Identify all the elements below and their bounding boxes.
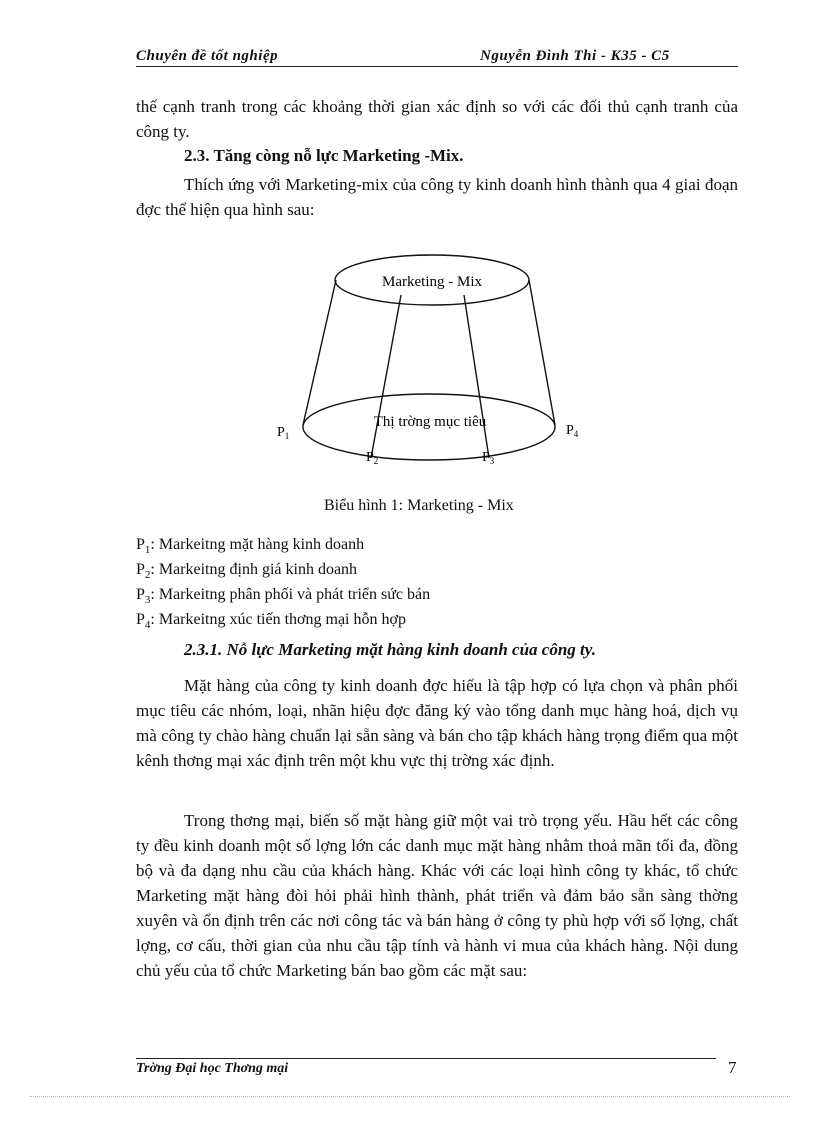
section-heading-2-3: 2.3. Tăng còng nỗ lực Marketing -Mix. (184, 146, 464, 165)
header-title: Chuyên đề tốt nghiệp (136, 48, 279, 64)
marketing-mix-diagram (268, 250, 598, 470)
page-break-dotted-line (30, 1096, 790, 1097)
connector-line-3 (464, 295, 489, 458)
connector-line-1 (303, 280, 336, 425)
footer-university: Trờng Đại học Thơng mại (136, 1061, 289, 1076)
list-item: $P_2$: Markeitng định giá kinh doanh (136, 561, 358, 582)
bottom-ellipse-label: Thị trờng mục tiêu (373, 414, 487, 430)
p-definition-list (136, 532, 430, 632)
list-item: $P_1$: Markeitng mặt hàng kinh doanh (136, 536, 365, 557)
connector-line-4 (529, 280, 555, 425)
label-p2: $P_2$ (366, 450, 379, 466)
page-number: 7 (728, 1058, 737, 1077)
list-item: $P_3$: Markeitng phân phối và phát triển sức bán (136, 586, 431, 607)
figure-caption: Biểu hình 1: Marketing - Mix (324, 497, 514, 514)
header-author: Nguyễn Đình Thi - K35 - C5 (480, 48, 670, 64)
connector-line-2 (371, 295, 401, 458)
section-heading-2-3-1: 2.3.1. Nỗ lực Marketing mặt hàng kinh doanh của công ty. (184, 640, 596, 659)
header-rule (136, 66, 738, 67)
label-p1: $P_1$ (277, 425, 290, 441)
list-item: $P_4$: Markeitng xúc tiến thơng mại hỗn hợp (136, 611, 406, 632)
paragraph-commerce: Trong thơng mại, biến số mặt hàng giữ một vai trò trọng yếu. Hầu hết các công ty đều kinh doanh một số lợng lớn các danh mục mặt hàng nhằm thoả mãn tối đa, đồng bộ và đa dạng nhu cầu của khách hàng. Khác với các loại hình công ty khác, tổ chức Marketing mặt hàng đòi hỏi phải hình thành, phát triển và đảm bảo sẵn sàng thờng xuyên và ổn định trên các nơi công tác và bán hàng ở công ty phù hợp với số lợng, chất lợng, cơ cấu, thời gian của nhu cầu tập tính và hành vi mua của khách hàng. Nội dung chủ yếu của tổ chức Marketing bán bao gồm các mặt sau: (136, 811, 738, 980)
paragraph-intro: thế cạnh tranh trong các khoảng thời gian xác định so với các đối thủ cạnh tranh của công ty. (136, 97, 738, 141)
top-ellipse-label: Marketing - Mix (382, 274, 482, 290)
paragraph-product-line: Mặt hàng của công ty kinh doanh đợc hiểu là tập hợp có lựa chọn và phân phối mục tiêu các nhóm, loại, nhãn hiệu đợc đăng ký vào tổng danh mục hàng hoá, dịch vụ mà công ty chào hàng chuẩn lại sẵn sàng và bán cho tập khách hàng trọng điểm qua một kênh thơng mại xác định trên một khu vực thị trờng xác định. (136, 676, 738, 770)
label-p3: $P_3$ (482, 450, 495, 466)
label-p4: $P_4$ (566, 423, 579, 439)
footer-rule (136, 1058, 716, 1059)
paragraph-marketing-mix: Thích ứng với Marketing-mix của công ty kinh doanh hình thành qua 4 giai đoạn đợc thể hiện qua hình sau: (136, 175, 738, 219)
